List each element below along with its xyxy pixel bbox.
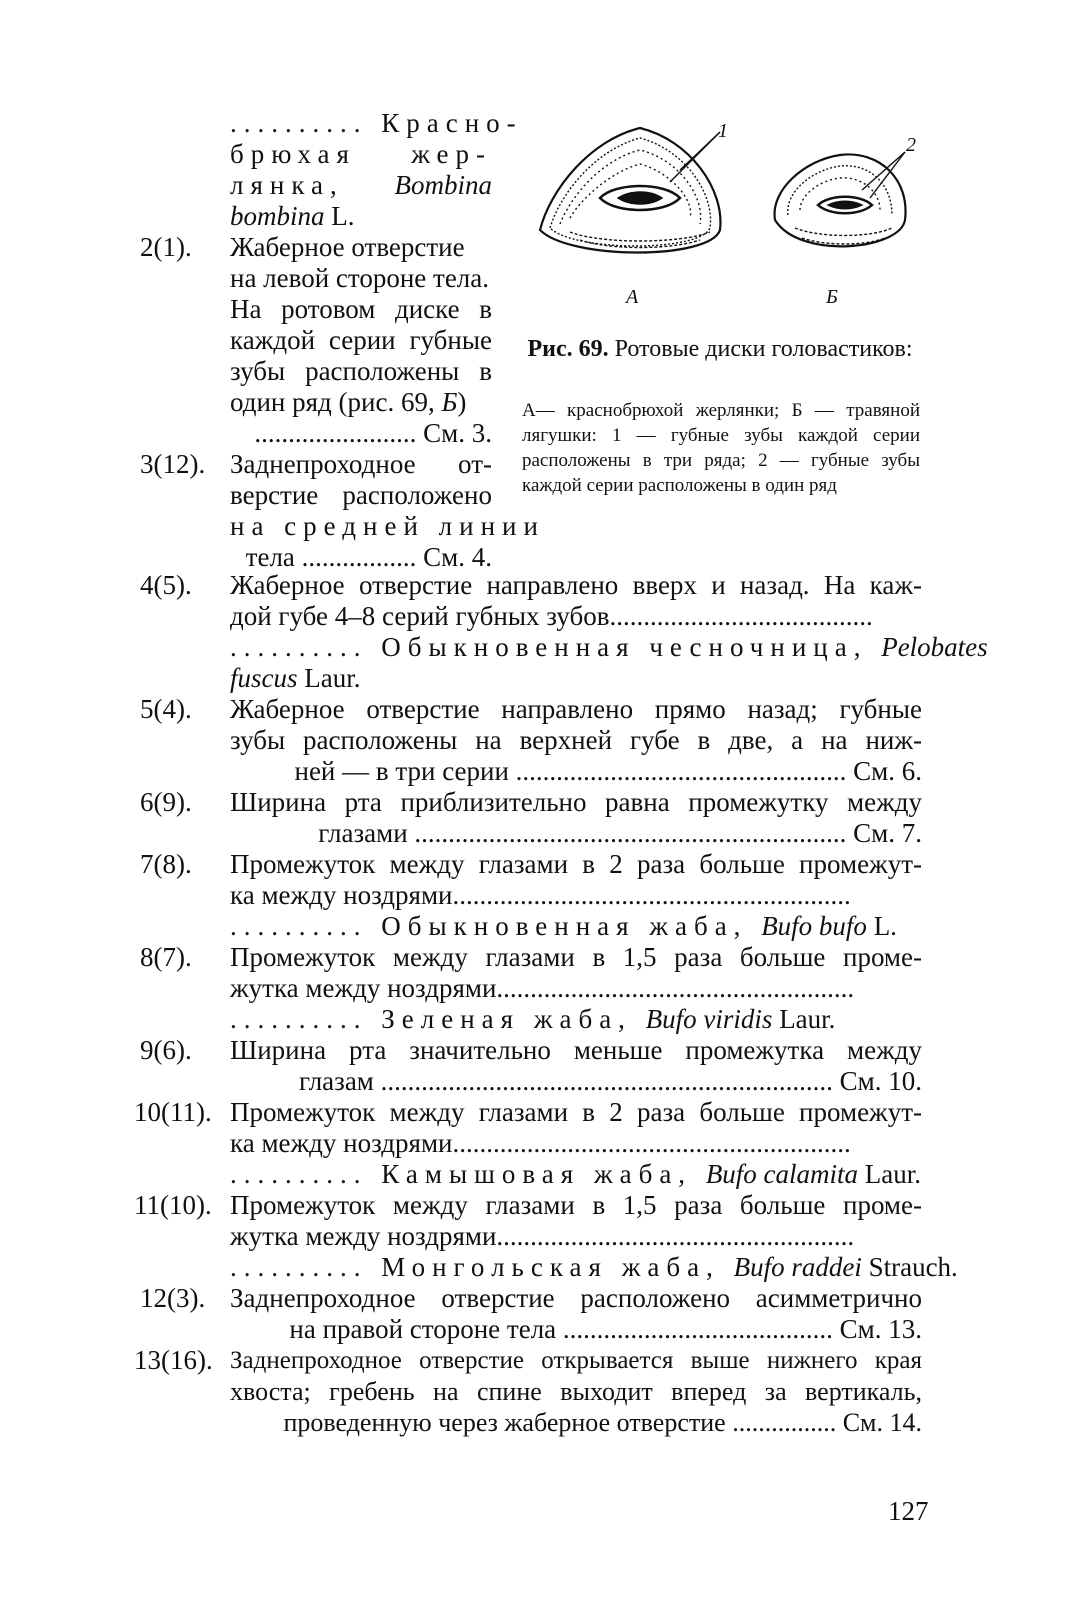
entry-11-line-3: .......... Монгольская жаба, Bufo raddei Strauch. — [230, 1252, 958, 1282]
left-line-4: bombina L. — [230, 201, 355, 231]
figure-caption-title: Рис. 69. Ротовые диски головастиков: — [527, 336, 913, 362]
left-line-8: каждой серии губные — [230, 325, 492, 355]
entry-number-11: 11(10). — [134, 1190, 212, 1220]
entry-13-line-2: хвоста; гребень на спине выходит вперед за вертикаль, — [230, 1377, 922, 1406]
left-line-13: верстие расположено — [230, 480, 492, 510]
entry-11-line-1: Промежуток между глазами в 1,5 раза больше проме- — [230, 1190, 922, 1220]
entry-number-2: 2(1). — [140, 232, 192, 262]
entry-4-line-4: fuscus Laur. — [230, 663, 361, 693]
figure-label-b: Б — [826, 286, 838, 308]
left-line-2: брюхая жер- — [230, 139, 492, 169]
entry-number-10: 10(11). — [134, 1097, 212, 1127]
entry-9-line-1: Ширина рта значительно меньше промежутка между — [230, 1035, 922, 1065]
entry-12-line-1: Заднепроходное отверстие расположено асимметрично — [230, 1283, 922, 1313]
left-line-15: тела ................. См. 4. — [245, 542, 492, 572]
left-line-3: лянка, Bombina — [230, 170, 492, 200]
entry-number-9: 9(6). — [140, 1035, 192, 1065]
entry-number-7: 7(8). — [140, 849, 192, 879]
entry-8-line-1: Промежуток между глазами в 1,5 раза больше проме- — [230, 942, 922, 972]
left-line-5: Жаберное отверстие — [230, 232, 465, 262]
left-line-6: на левой стороне тела. — [230, 263, 490, 293]
entry-number-4: 4(5). — [140, 570, 192, 600]
entry-11-line-2: жутка между ноздрями..................................................... — [230, 1221, 855, 1251]
left-line-9: зубы расположены в — [230, 356, 492, 386]
entry-10-line-1: Промежуток между глазами в 2 раза больше промежут- — [230, 1097, 922, 1127]
entry-number-3: 3(12). — [140, 449, 206, 479]
figure-label-2: 2 — [906, 134, 916, 156]
entry-7-line-2: ка между ноздрями........................................................... — [230, 880, 851, 910]
mouth-disc-a-illustration — [540, 128, 720, 253]
left-line-10: один ряд (рис. 69, Б) — [230, 387, 467, 417]
left-line-7: На ротовом диске в — [230, 294, 492, 324]
entry-5-line-2: зубы расположены на верхней губе в две, а на ниж- — [230, 725, 922, 755]
left-line-12: Заднепроходное от- — [230, 449, 492, 479]
entry-number-12: 12(3). — [140, 1283, 206, 1313]
figure-caption-body: А— краснобрюхой жерлянки; Б — травяной лягушки: 1 — губные зубы каждой серии расположены в три ряда; 2 — губные зубы каждой серии расположены в один ряд — [522, 400, 920, 496]
mouth-disc-b-illustration — [775, 152, 906, 246]
figure-label-a: А — [626, 286, 639, 308]
entry-8-line-2: жутка между ноздрями..................................................... — [230, 973, 855, 1003]
tadpole-mouth-discs-figure — [520, 110, 940, 300]
entry-7-line-3: .......... Обыкновенная жаба, Bufo bufo L. — [230, 911, 897, 941]
entry-number-6: 6(9). — [140, 787, 192, 817]
entry-4-line-2: дой губе 4–8 серий губных зубов....................................... — [230, 601, 873, 631]
entry-5-line-3: ней — в три серии ................................................. См. 6. — [294, 756, 922, 786]
entry-13-line-3: проведенную через жаберное отверстие ................ См. 14. — [283, 1408, 922, 1437]
entry-10-line-3: .......... Камышовая жаба, Bufo calamita Laur. — [230, 1159, 922, 1189]
left-line-14: на средней линии — [230, 511, 545, 541]
entry-13-line-1: Заднепроходное отверстие открывается выше нижнего края — [230, 1347, 922, 1374]
entry-number-13: 13(16). — [134, 1345, 213, 1375]
entry-8-line-3: .......... Зеленая жаба, Bufo viridis Laur. — [230, 1004, 836, 1034]
entry-9-line-2: глазам ................................................................... См. 10. — [299, 1066, 922, 1096]
entry-4-line-3: .......... Обыкновенная чесночница, Pelobates — [230, 632, 988, 662]
page-number: 127 — [888, 1496, 929, 1526]
entry-4-line-1: Жаберное отверстие направлено вверх и назад. На каж- — [230, 570, 922, 600]
entry-12-line-2: на правой стороне тела ........................................ См. 13. — [289, 1314, 922, 1344]
left-line-11: ........................ См. 3. — [254, 418, 492, 448]
entry-5-line-1: Жаберное отверстие направлено прямо назад; губные — [230, 694, 922, 724]
entry-7-line-1: Промежуток между глазами в 2 раза больше промежут- — [230, 849, 922, 879]
entry-number-5: 5(4). — [140, 694, 192, 724]
left-line-1: .......... Красно- — [230, 108, 523, 138]
entry-6-line-2: глазами ................................................................ См. 7. — [318, 818, 922, 848]
entry-number-8: 8(7). — [140, 942, 192, 972]
entry-6-line-1: Ширина рта приблизительно равна промежутку между — [230, 787, 922, 817]
figure-label-1: 1 — [718, 120, 728, 142]
entry-10-line-2: ка между ноздрями........................................................... — [230, 1128, 851, 1158]
